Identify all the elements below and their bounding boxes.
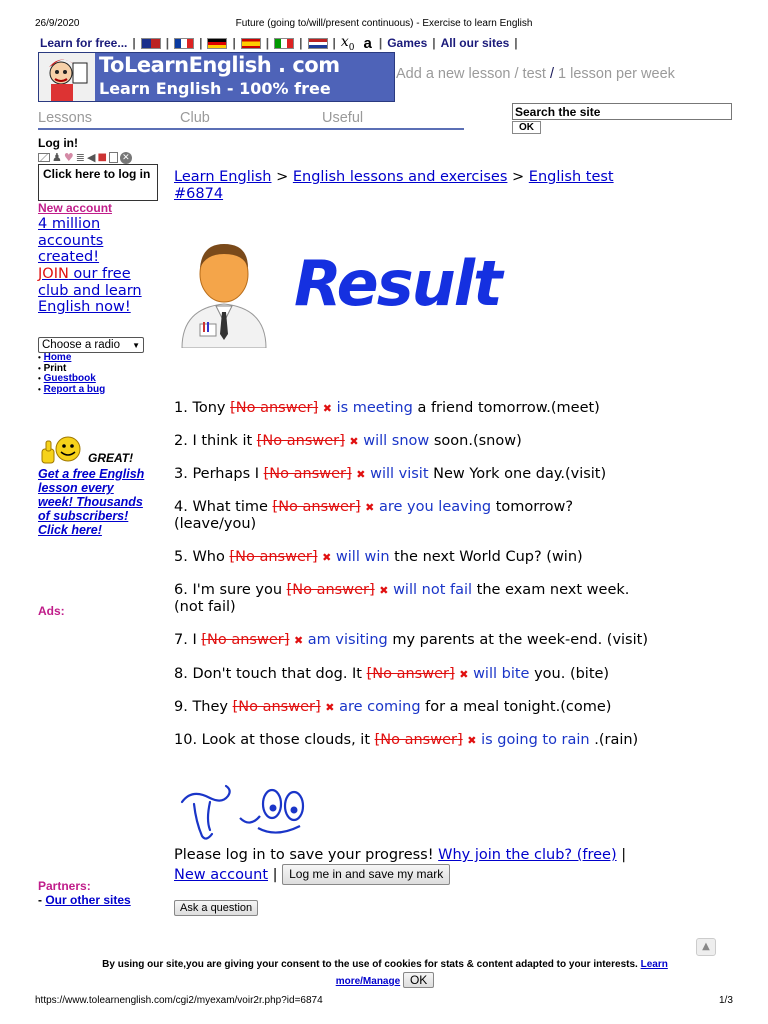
menu-item-guestbook[interactable]: • Guestbook — [38, 373, 96, 384]
question-item: 7. I [No answer] ✖ am visiting my parents at the week-end. (visit) — [174, 632, 648, 648]
save-progress-row: Please log in to save your progress! Why join the club? (free) | New account | Log me in and save my mark — [174, 847, 627, 883]
cookie-ok-button[interactable]: OK — [403, 972, 434, 988]
french-flag-icon[interactable] — [174, 38, 194, 49]
free-lesson-promo-link[interactable]: Get a free English lesson every week! Thousands of subscribers! Click here! — [38, 467, 145, 537]
learn-free-link[interactable]: Learn for free... — [40, 36, 128, 50]
click-here-login-button[interactable]: Click here to log in — [38, 164, 158, 201]
dutch-flag-icon[interactable] — [308, 38, 328, 49]
correct-answer-text: is going to rain — [481, 732, 590, 748]
menu-item-print[interactable]: • Print — [38, 362, 67, 374]
correct-answer-text: will snow — [363, 433, 430, 449]
result-title: Result — [294, 247, 501, 320]
print-date: 26/9/2020 — [35, 18, 80, 29]
correct-answer-text: is meeting — [336, 400, 413, 416]
games-link[interactable]: Games — [387, 36, 428, 50]
top-bar: Learn for free... | | | | | | | $x_0$ a | Games | All our sites | — [40, 33, 518, 53]
cartoon-mascot-icon — [39, 53, 95, 102]
main-tabs — [38, 109, 464, 130]
tab-club[interactable]: Club — [180, 110, 210, 126]
print-title: Future (going to/will/present continuous) - Exercise to learn English — [235, 18, 533, 29]
menu-item-home[interactable]: • Home — [38, 352, 72, 363]
cookie-banner — [40, 958, 730, 989]
spanish-flag-icon[interactable] — [241, 38, 261, 49]
breadcrumb-learn-english[interactable]: Learn English — [174, 169, 272, 185]
wrong-mark-icon: ✖ — [467, 734, 477, 747]
correct-answer-text: will visit — [370, 466, 429, 482]
no-answer-text: [No answer] — [263, 466, 352, 482]
mail-icon[interactable] — [38, 153, 50, 162]
new-account-bottom-link[interactable]: New account — [174, 867, 269, 883]
wrong-mark-icon: ✖ — [379, 584, 389, 597]
correct-answer-text: are you leaving — [378, 499, 492, 515]
search-input[interactable]: Search the site — [512, 103, 732, 120]
correct-answer-text: will win — [335, 549, 390, 565]
login-title: Log in! — [38, 136, 78, 150]
users-icon[interactable]: ♟ — [52, 151, 62, 164]
italian-flag-icon[interactable] — [274, 38, 294, 49]
no-answer-text: [No answer] — [366, 666, 455, 682]
wrong-mark-icon: ✖ — [365, 501, 375, 514]
cookie-learn-link[interactable]: Learn — [640, 959, 668, 970]
why-join-link[interactable]: Why join the club? (free) — [438, 847, 617, 863]
breadcrumb: Learn English > English lessons and exercises > English test #6874 — [174, 169, 614, 202]
banner-text: Add a new lesson / test / 1 lesson per week — [396, 66, 675, 82]
question-item: 9. They [No answer] ✖ are coming for a meal tonight.(come) — [174, 699, 612, 715]
tab-lessons[interactable]: Lessons — [38, 110, 93, 126]
all-sites-link[interactable]: All our sites — [440, 36, 510, 50]
new-account-link[interactable]: New account — [38, 201, 113, 215]
print-page-number: 1/3 — [719, 995, 733, 1006]
question-item: 3. Perhaps I [No answer] ✖ will visit New York one day.(visit) — [174, 466, 607, 482]
no-answer-text: [No answer] — [374, 732, 463, 748]
ask-question-button[interactable]: Ask a question — [174, 900, 258, 916]
pointing-hand-eyes-icon — [176, 782, 308, 844]
heart-icon[interactable]: ♥ — [63, 151, 74, 164]
question-item: 6. I'm sure you [No answer] ✖ will not fail the exam next week. (not fail) — [174, 582, 630, 615]
login-icons — [38, 151, 132, 164]
wrong-mark-icon: ✖ — [325, 701, 335, 714]
no-answer-text: [No answer] — [272, 499, 361, 515]
lesson-per-week-text: 1 lesson per week — [558, 66, 675, 82]
no-answer-text: [No answer] — [232, 699, 321, 715]
ads-label: Ads: — [38, 604, 65, 618]
breadcrumb-test[interactable]: English test #6874 — [174, 169, 614, 202]
tab-useful[interactable]: Useful — [322, 110, 364, 126]
close-icon[interactable]: ✕ — [120, 152, 132, 164]
logo-subtitle: Learn English - 100% free — [99, 79, 331, 98]
wrong-mark-icon: ✖ — [349, 435, 359, 448]
question-item: 8. Don't touch that dog. It [No answer] ✖ will bite you. (bite) — [174, 666, 610, 682]
french-site-icon[interactable]: a — [363, 34, 372, 52]
document-icon[interactable] — [109, 152, 118, 163]
cookie-manage-link[interactable]: more/Manage — [335, 976, 401, 987]
uk-us-flag-icon[interactable] — [141, 38, 161, 49]
menu-item-report-bug[interactable]: • Report a bug — [38, 383, 106, 395]
print-url: https://www.tolearnenglish.com/cgi2/myexam/voir2r.php?id=6874 — [35, 995, 323, 1006]
chevron-up-icon: ▲ — [702, 941, 710, 952]
wrong-mark-icon: ✖ — [293, 634, 304, 647]
german-flag-icon[interactable] — [207, 38, 227, 49]
other-sites-link[interactable]: Our other sites — [45, 893, 131, 907]
search-ok-button[interactable]: OK — [512, 121, 541, 134]
video-icon[interactable]: ■ — [97, 152, 107, 163]
no-answer-text: [No answer] — [229, 549, 318, 565]
correct-answer-text: will bite — [473, 666, 530, 682]
no-answer-text: [No answer] — [230, 400, 319, 416]
scroll-top-button[interactable] — [696, 938, 716, 956]
sound-icon[interactable]: ◀ — [86, 151, 96, 164]
no-answer-text: [No answer] — [256, 433, 345, 449]
wrong-mark-icon: ✖ — [322, 402, 332, 415]
wrong-mark-icon: ✖ — [459, 668, 469, 681]
math-site-icon[interactable]: $x_0$ — [340, 33, 355, 53]
correct-answer-text: are coming — [339, 699, 421, 715]
save-progress-text: Please log in to save your progress! — [174, 847, 434, 863]
wrong-mark-icon: ✖ — [322, 551, 332, 564]
no-answer-text: [No answer] — [201, 632, 290, 648]
save-mark-button[interactable]: Log me in and save my mark — [282, 864, 450, 885]
question-item: 10. Look at those clouds, it [No answer] ✖ is going to rain .(rain) — [174, 732, 639, 748]
question-item: 4. What time [No answer] ✖ are you leaving tomorrow? (leave/you) — [174, 499, 574, 532]
partners-row: - Our other sites — [38, 893, 131, 907]
partners-label: Partners: — [38, 879, 91, 893]
breadcrumb-lessons[interactable]: English lessons and exercises — [292, 169, 508, 185]
logo-title: ToLearnEnglish . com — [99, 53, 340, 77]
doctor-avatar-icon — [176, 238, 272, 348]
join-club-link[interactable]: JOIN our free club and learn English now! — [38, 266, 142, 316]
question-item: 2. I think it [No answer] ✖ will snow soon.(snow) — [174, 433, 522, 449]
cookie-text: By using our site,you are giving your consent to the use of cookies for stats & content adapted to your interests. — [102, 959, 638, 970]
no-answer-text: [No answer] — [286, 582, 375, 598]
chevron-down-icon: ▼ — [132, 340, 140, 350]
smiley-thumbs-up-icon — [40, 435, 86, 467]
radio-select[interactable]: Choose a radio ▼ — [38, 337, 144, 353]
side-menu — [38, 353, 105, 395]
question-item: 1. Tony [No answer] ✖ is meeting a friend tomorrow.(meet) — [174, 400, 600, 416]
correct-answer-text: am visiting — [307, 632, 388, 648]
site-logo[interactable] — [38, 52, 395, 102]
wrong-mark-icon: ✖ — [356, 468, 366, 481]
list-icon[interactable]: ≣ — [75, 151, 85, 164]
add-lesson-link[interactable]: Add a new lesson / test — [396, 66, 546, 82]
correct-answer-text: will not fail — [393, 582, 473, 598]
million-accounts-link[interactable]: 4 million accounts created! — [38, 216, 104, 266]
question-item: 5. Who [No answer] ✖ will win the next World Cup? (win) — [174, 549, 583, 565]
great-label: GREAT! — [88, 451, 134, 465]
